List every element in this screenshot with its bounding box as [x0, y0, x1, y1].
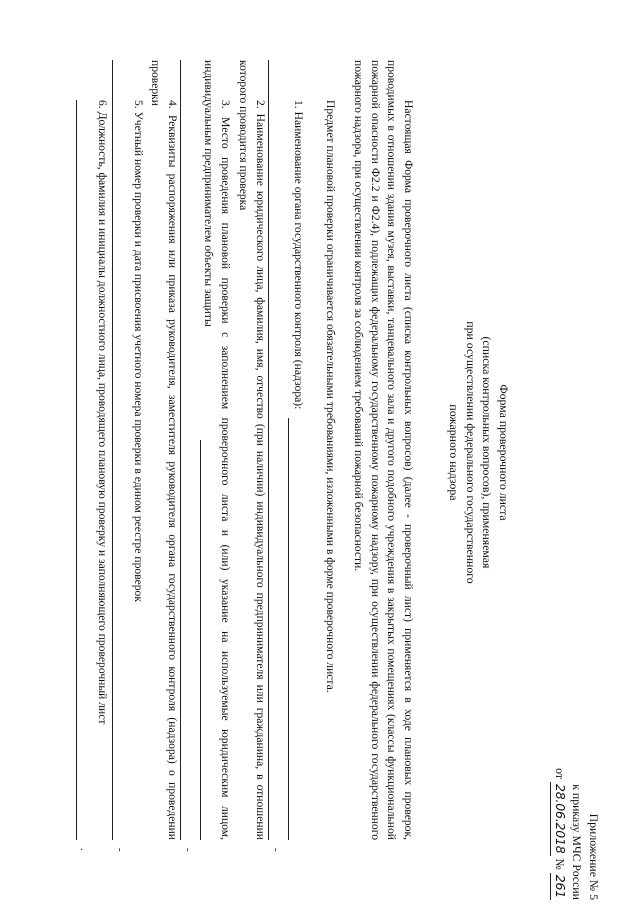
item-6-label: 6. Должность, фамилия и инициалы должностного лица, проводящего плановую проверку и заполняющего проверочный лист: [96, 100, 109, 725]
item-5-label: 5. Учетный номер проверки и дата присвоения учетного номера проверки в едином реестре проверок: [132, 100, 145, 602]
item-5-field[interactable]: [112, 60, 113, 840]
title-line-2: (списка контрольных вопросов), применяемая: [480, 336, 495, 569]
item-4-label: 4. Реквизиты распоряжения или приказа руководителя, заместителя руководителя органа государственного контроля (надзора) о проведении проверки: [149, 60, 179, 840]
item-1-label: 1. Наименование органа государственного контроля (надзора):: [292, 100, 305, 410]
intro-paragraph: Настоящая Форма проверочного листа (списка контрольных вопросов) (далее - проверочный лист) применяется в ходе плановых проверок, проводимых в отношении здания музея, выставки, танцевального зала и другого подобного учреждения в закрытых помещениях (классы функциональной пожарной опасности Ф2.2 и Ф2.4), подлежащих федеральному государственному пожарному надзору, при осуществлении федерального государственного пожарного надзора, при осуществлении контроля за соблюдением требований пожарной безопасности.: [352, 60, 415, 840]
item-3-field[interactable]: [200, 440, 201, 840]
item-3-field-continued[interactable]: [180, 60, 181, 840]
handwritten-order-number: 261: [551, 873, 569, 900]
item-3-end-dash: -: [182, 848, 194, 852]
appendix-from-label: от: [553, 768, 567, 780]
item-6-end-dash: .: [78, 848, 90, 851]
title-line-3: при осуществлении федерального государственного: [464, 321, 478, 584]
item-5-end-dash: -: [114, 848, 126, 852]
item-1-field[interactable]: [288, 418, 289, 840]
title-line-1: Форма проверочного листа: [497, 384, 511, 521]
item-6-field[interactable]: [76, 100, 77, 840]
subject-paragraph: Предмет плановой проверки ограничивается обязательными требованиями, изложенными в форме проверочного листа.: [324, 100, 337, 693]
handwritten-date: 28.06.2018: [551, 782, 569, 856]
appendix-date-line: [551, 760, 569, 900]
appendix-order-ref: к приказу МЧС России: [570, 784, 585, 900]
form-title: [446, 0, 512, 905]
title-line-4: пожарного надзора: [447, 404, 462, 501]
item-1-field-continued[interactable]: [268, 60, 269, 840]
appendix-block: [551, 760, 603, 900]
appendix-number-sign: №: [553, 858, 567, 870]
appendix-number: Приложение № 5: [587, 813, 601, 900]
item-1-end-dash: -: [270, 848, 282, 852]
item-3-label: 3. Место проведения плановой проверки с заполнением проверочного листа и (или) указание на используемые юридическим лицом, индивидуальным предпринимателем объекты защиты: [202, 60, 232, 840]
item-2-label: 2. Наименование юридического лица, фамилия, имя, отчество (при наличии) индивидуального предпринимателя или гражданина, в отношении которого проводится проверка: [237, 60, 267, 840]
